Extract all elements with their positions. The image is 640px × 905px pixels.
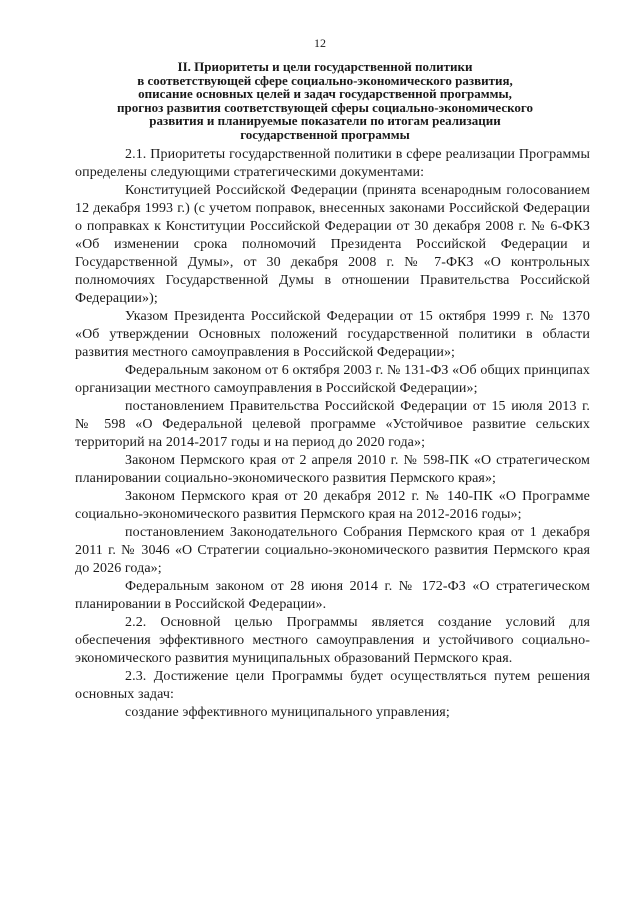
paragraph-perm-law-140: Законом Пермского края от 20 декабря 2012 г. № 140-ПК «О Программе социально-экономического развития Пермского края на 2012-2016 годы»; (75, 489, 590, 522)
heading-line: прогноз развития соответствующей сферы социально-экономического (117, 99, 533, 115)
paragraph-2-3: 2.3. Достижение цели Программы будет осуществляться путем решения основных задач: (75, 669, 590, 702)
paragraph-perm-law-598: Законом Пермского края от 2 апреля 2010 г. № 598-ПК «О стратегическом планировании социально-экономического развития Пермского края»; (75, 453, 590, 486)
heading-line: государственной программы (240, 126, 410, 142)
paragraph-government-resolution-598: постановлением Правительства Российской Федерации от 15 июля 2013 г. № 598 «О Федеральной целевой программе «Устойчивое развитие сельских территорий на 2014-2017 годы и на период до 2020 года»; (75, 399, 590, 450)
paragraph-2-2: 2.2. Основной целью Программы является создание условий для обеспечения эффективного местного самоуправления и устойчивого социально-экономического развития муниципальных образований Пермского края. (75, 615, 590, 666)
paragraph-federal-law-172: Федеральным законом от 28 июня 2014 г. № 172-ФЗ «О стратегическом планировании в Российской Федерации». (75, 579, 590, 612)
paragraph-constitution: Конституцией Российской Федерации (принята всенародным голосованием 12 декабря 1993 г.) (с учетом поправок, внесенных законами Российской Федерации о поправках к Конституции Российской Федерации от 30 декабря 2008 г. № 6-ФКЗ «Об изменении срока полномочий Президента Российской Федерации и Государственной Думы», от 30 декабря 2008 г. № 7-ФКЗ «О контрольных полномочиях Государственной Думы в отношении Правительства Российской Федерации»); (75, 183, 590, 306)
heading-line: II. Приоритеты и цели государственной политики (177, 59, 473, 74)
heading-line: в соответствующей сфере социально-экономического развития, (137, 72, 513, 88)
document-body (75, 146, 590, 722)
heading-line: развития и планируемые показатели по итогам реализации (149, 113, 501, 128)
section-heading (70, 60, 580, 141)
paragraph-2-1: 2.1. Приоритеты государственной политики в сфере реализации Программы определены следующими стратегическими документами: (75, 147, 590, 180)
paragraph-assembly-resolution-3046: постановлением Законодательного Собрания Пермского края от 1 декабря 2011 г. № 3046 «О Стратегии социально-экономического развития Пермского края до 2026 года»; (75, 525, 590, 576)
paragraph-task-1: создание эффективного муниципального управления; (125, 705, 450, 720)
page-number: 12 (314, 36, 326, 50)
paragraph-presidential-decree: Указом Президента Российской Федерации от 15 октября 1999 г. № 1370 «Об утверждении Основных положений государственной политики в области развития местного самоуправления в Российской Федерации»; (75, 309, 590, 360)
heading-line: описание основных целей и задач государственной программы, (138, 86, 512, 101)
paragraph-federal-law-131: Федеральным законом от 6 октября 2003 г. № 131-ФЗ «Об общих принципах организации местного самоуправления в Российской Федерации»; (75, 363, 590, 396)
